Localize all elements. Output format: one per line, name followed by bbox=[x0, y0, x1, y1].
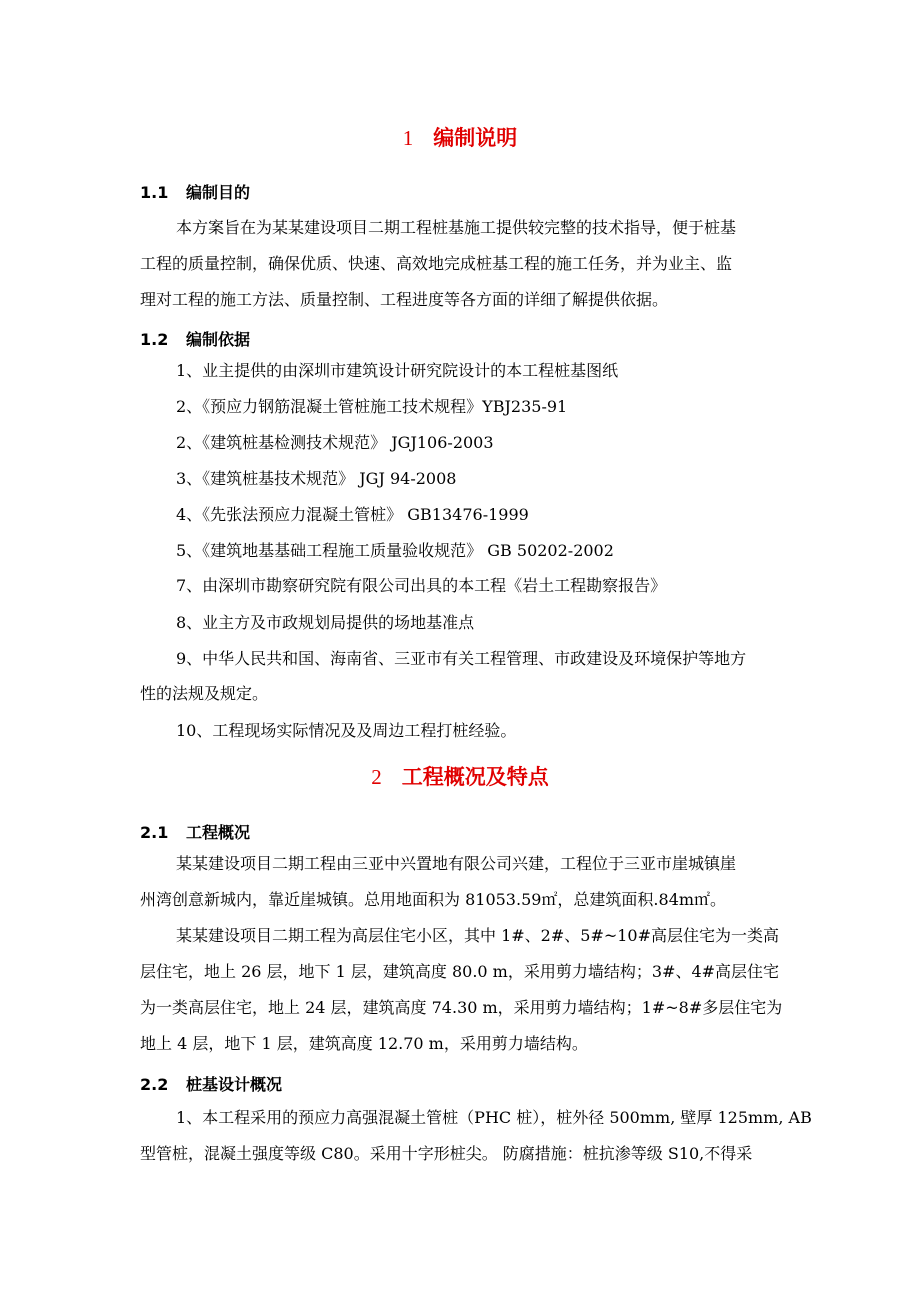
paragraph-line: 为一类高层住宅，地上 24 层，建筑高度 74.30 m，采用剪力墙结构；1#~8#多层住宅为 bbox=[140, 998, 783, 1017]
section-2-2-number: 2.2 bbox=[140, 1075, 169, 1094]
section-1-2-title: 编制依据 bbox=[186, 330, 251, 349]
section-1-heading bbox=[0, 122, 920, 152]
list-item: 1、业主提供的由深圳市建筑设计研究院设计的本工程桩基图纸 bbox=[176, 361, 619, 380]
section-2-number: 2 bbox=[371, 765, 382, 789]
paragraph-line: 州湾创意新城内，靠近崖城镇。总用地面积为 81053.59㎡，总建筑面积.84m㎡。 bbox=[140, 890, 727, 909]
section-1-1-title: 编制目的 bbox=[186, 183, 251, 202]
list-item: 9、中华人民共和国、海南省、三亚市有关工程管理、市政建设及环境保护等地方 bbox=[176, 649, 747, 668]
section-2-1-number: 2.1 bbox=[140, 823, 169, 842]
list-item-continuation: 性的法规及规定。 bbox=[140, 684, 269, 703]
section-1-1-heading bbox=[140, 180, 250, 203]
paragraph-line: 理对工程的施工方法、质量控制、工程进度等各方面的详细了解提供依据。 bbox=[140, 290, 669, 309]
paragraph-line: 地上 4 层，地下 1 层，建筑高度 12.70 m，采用剪力墙结构。 bbox=[140, 1034, 588, 1053]
paragraph-line: 本方案旨在为某某建设项目二期工程桩基施工提供较完整的技术指导，便于桩基 bbox=[176, 218, 737, 237]
section-2-1-title: 工程概况 bbox=[186, 823, 251, 842]
section-1-1-number: 1.1 bbox=[140, 183, 169, 202]
paragraph-line: 型管桩，混凝土强度等级 C80。采用十字形桩尖。 防腐措施：桩抗渗等级 S10,不得采 bbox=[140, 1144, 753, 1163]
section-2-heading bbox=[0, 761, 920, 791]
list-item: 2、《建筑桩基检测技术规范》 JGJ106-2003 bbox=[176, 433, 494, 452]
list-item: 7、由深圳市勘察研究院有限公司出具的本工程《岩土工程勘察报告》 bbox=[176, 576, 667, 595]
list-item: 8、业主方及市政规划局提供的场地基准点 bbox=[176, 613, 475, 632]
section-1-number: 1 bbox=[402, 126, 414, 150]
paragraph-line: 某某建设项目二期工程为高层住宅小区，其中 1#、2#、5#~10#高层住宅为一类高 bbox=[176, 926, 780, 945]
paragraph-line: 某某建设项目二期工程由三亚中兴置地有限公司兴建，工程位于三亚市崖城镇崖 bbox=[176, 854, 737, 873]
section-2-2-title: 桩基设计概况 bbox=[186, 1075, 283, 1094]
section-1-2-number: 1.2 bbox=[140, 330, 169, 349]
list-item: 2、《预应力钢筋混凝土管桩施工技术规程》YBJ235-91 bbox=[176, 397, 568, 416]
section-2-title: 工程概况及特点 bbox=[401, 765, 549, 789]
list-item: 3、《建筑桩基技术规范》 JGJ 94-2008 bbox=[176, 469, 457, 488]
list-item: 10、工程现场实际情况及及周边工程打桩经验。 bbox=[176, 721, 517, 740]
paragraph-line: 层住宅，地上 26 层，地下 1 层，建筑高度 80.0 m，采用剪力墙结构；3#、4#高层住宅 bbox=[140, 962, 780, 981]
paragraph-line: 1、本工程采用的预应力高强混凝土管桩（PHC 桩），桩外径 500mm, 壁厚 125mm, AB bbox=[176, 1108, 812, 1127]
section-2-1-heading bbox=[140, 820, 250, 843]
section-1-2-heading bbox=[140, 327, 250, 350]
list-item: 5、《建筑地基基础工程施工质量验收规范》 GB 50202-2002 bbox=[176, 541, 614, 560]
section-2-2-heading bbox=[140, 1072, 282, 1095]
section-1-title: 编制说明 bbox=[433, 126, 518, 150]
paragraph-line: 工程的质量控制，确保优质、快速、高效地完成桩基工程的施工任务，并为业主、监 bbox=[140, 254, 733, 273]
list-item: 4、《先张法预应力混凝土管桩》 GB13476-1999 bbox=[176, 505, 529, 524]
